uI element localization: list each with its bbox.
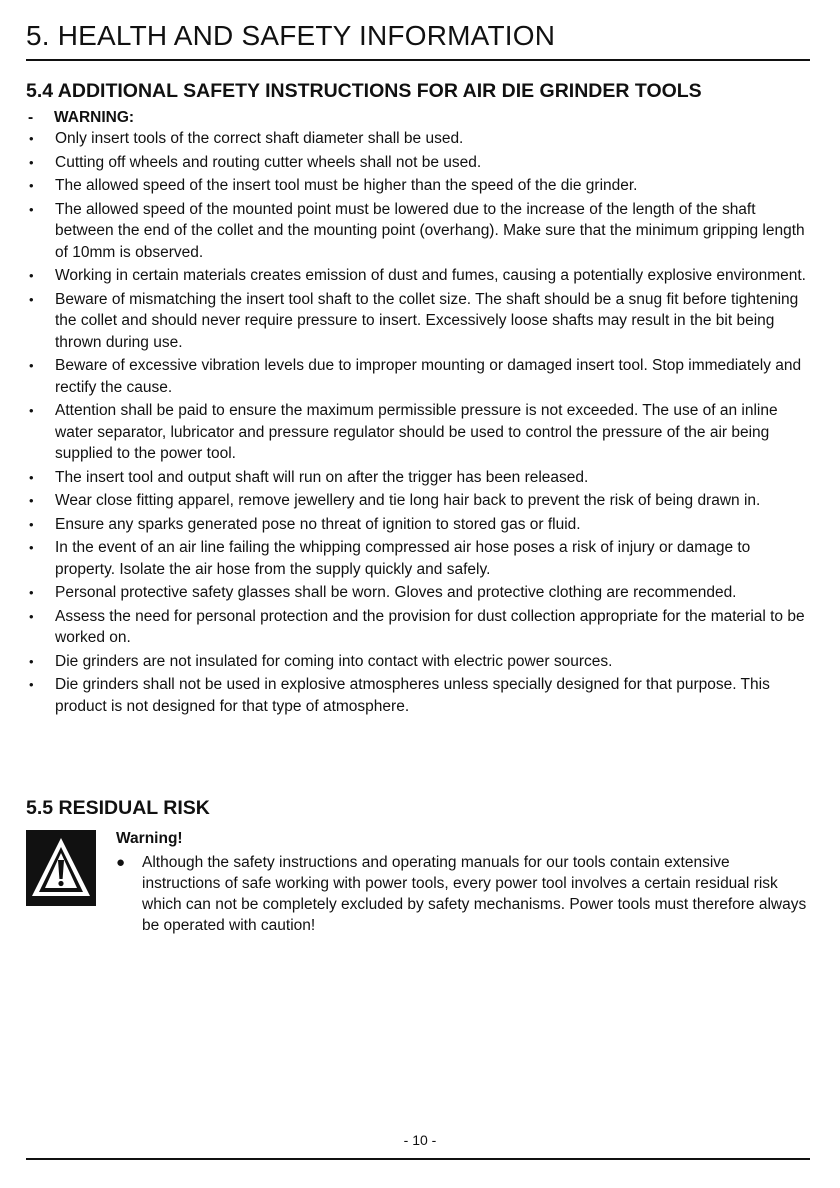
bullet-dot: • (29, 608, 34, 624)
section-heading-additional-safety: 5.4 ADDITIONAL SAFETY INSTRUCTIONS FOR AIR DIE GRINDER TOOLS (26, 80, 702, 102)
list-item-text: Die grinders shall not be used in explosive atmospheres unless specially designed for that purpose. This product is not designed for that type of atmosphere. (55, 676, 770, 715)
bullet-dot: • (29, 358, 34, 373)
residual-risk-text: Although the safety instructions and operating manuals for our tools contain extensive instructions of safe working with power tools, every power tool involves a certain residual risk which can not be completely excluded by safety mechanisms. Power tools must therefore always be operated with caution! (142, 854, 807, 934)
residual-risk-block (26, 824, 810, 944)
bullet-dot: • (29, 677, 34, 692)
list-item-text: Ensure any sparks generated pose no threat of ignition to stored gas or fluid. (55, 515, 581, 533)
list-item (28, 537, 808, 580)
list-item (28, 355, 808, 398)
list-item (28, 152, 808, 174)
list-item (28, 199, 808, 264)
list-item-text: In the event of an air line failing the whipping compressed air hose poses a risk of injury or damage to property. Isolate the air hose from the supply quickly and safely. (55, 539, 751, 578)
page-title: 5. HEALTH AND SAFETY INFORMATION (26, 20, 556, 51)
bullet-dot: • (29, 291, 34, 307)
warning-label: WARNING: (54, 109, 135, 126)
list-item-text: Only insert tools of the correct shaft diameter shall be used. (55, 130, 464, 147)
bullet-dot: • (29, 469, 34, 485)
residual-risk-item (116, 852, 812, 936)
list-item-text: The allowed speed of the mounted point must be lowered due to the increase of the length of the shaft between the end of the collet and the mounting point (overhang). Make sure that the minimum gripping length of 10mm is observed. (55, 200, 805, 261)
list-item-text: Cutting off wheels and routing cutter wheels shall not be used. (55, 153, 482, 171)
list-item-text: Beware of excessive vibration levels due to improper mounting or damaged insert tool. Stop immediately and rectify the cause. (55, 357, 802, 396)
bullet-dot: ● (116, 854, 126, 871)
bullet-dot: • (29, 268, 34, 283)
bullet-dot: • (29, 178, 34, 193)
safety-instructions-list (28, 128, 808, 719)
list-item (28, 514, 808, 536)
bullet-dot: • (29, 653, 34, 669)
list-item-text: Working in certain materials creates emission of dust and fumes, causing a potentially explosive environment. (55, 267, 806, 284)
list-item (28, 582, 808, 604)
list-item-text: The allowed speed of the insert tool must be higher than the speed of the die grinder. (55, 177, 638, 194)
list-item (28, 490, 808, 512)
list-item (28, 467, 808, 489)
list-item (28, 674, 808, 717)
list-item (28, 128, 808, 150)
bullet-dot: • (29, 201, 34, 217)
warning-dash: - (28, 109, 34, 126)
bullet-dot: • (29, 493, 34, 508)
list-item (28, 265, 808, 287)
footer-divider (26, 1158, 810, 1160)
bullet-dot: • (29, 585, 34, 600)
page-number: - 10 - (403, 1132, 437, 1148)
list-item-text: Assess the need for personal protection and the provision for dust collection appropriate for the material to be worked on. (55, 607, 805, 646)
list-item-text: Wear close fitting apparel, remove jewellery and tie long hair back to prevent the risk of being drawn in. (55, 492, 761, 509)
list-item (28, 175, 808, 197)
list-item-text: Beware of mismatching the insert tool shaft to the collet size. The shaft should be a snug fit before tightening the collet and should never require pressure to insert. Excessively loose shafts may result in the bit being thrown during use. (55, 290, 799, 351)
residual-warning-label: Warning! (116, 830, 183, 847)
bullet-dot: • (29, 403, 34, 418)
list-item (28, 289, 808, 354)
list-item-text: Attention shall be paid to ensure the maximum permissible pressure is not exceeded. The use of an inline water separator, lubricator and pressure regulator should be used to control the pressure of the air being supplied to the power tool. (55, 402, 778, 462)
list-item-text: Personal protective safety glasses shall be worn. Gloves and protective clothing are recommended. (55, 584, 737, 601)
list-item-text: The insert tool and output shaft will run on after the trigger has been released. (55, 468, 589, 486)
list-item (28, 651, 808, 673)
list-item (28, 400, 808, 465)
bullet-dot: • (29, 131, 34, 146)
list-item-text: Die grinders are not insulated for coming into contact with electric power sources. (55, 652, 613, 670)
bullet-dot: • (29, 540, 34, 555)
section-heading-residual-risk: 5.5 RESIDUAL RISK (26, 797, 210, 819)
bullet-dot: • (29, 154, 34, 170)
warning-line (28, 107, 134, 128)
bullet-dot: • (29, 516, 34, 532)
title-divider (26, 59, 810, 61)
warning-triangle-icon (26, 830, 96, 906)
list-item (28, 606, 808, 649)
